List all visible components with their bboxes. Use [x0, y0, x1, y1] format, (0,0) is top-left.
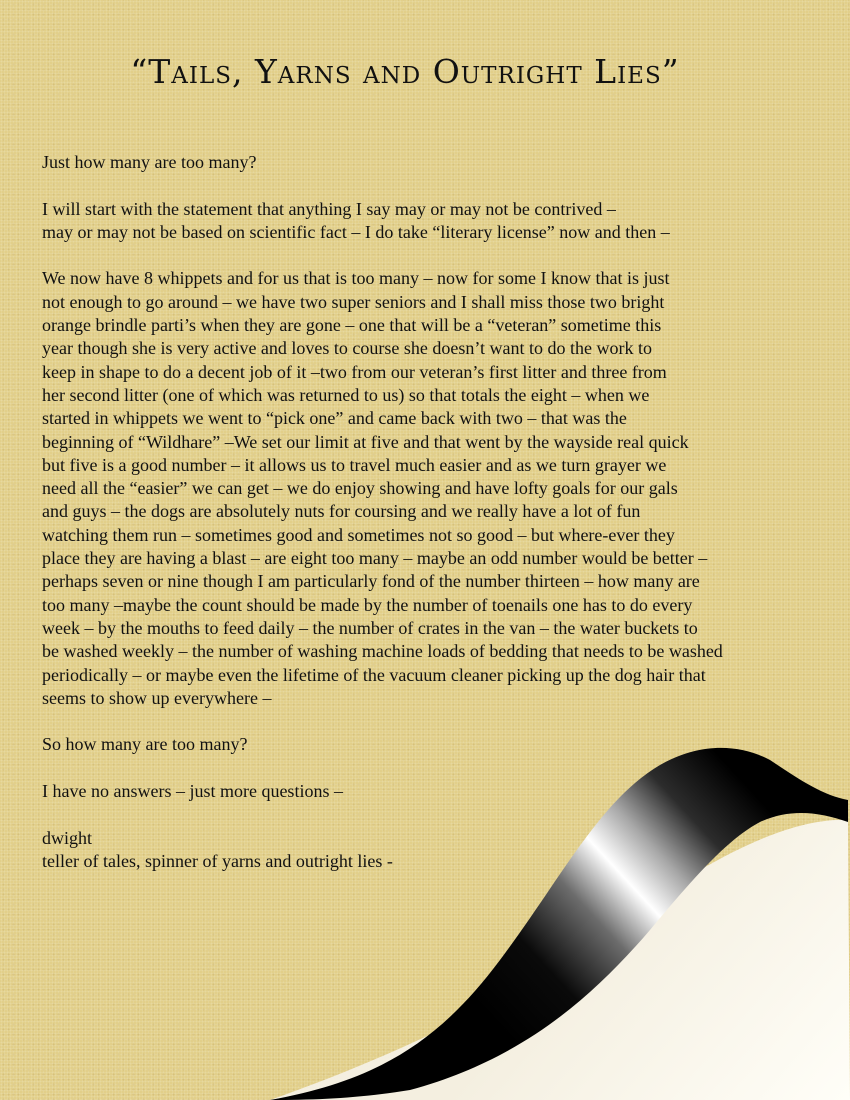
text-line: may or may not be based on scientific fact – I do take “literary license” now and then –: [42, 221, 670, 242]
text-line: place they are having a blast – are eight too many – maybe an odd number would be better –: [42, 548, 708, 569]
text-line: week – by the mouths to feed daily – the number of crates in the van – the water buckets to: [42, 617, 698, 638]
text-line: teller of tales, spinner of yarns and outright lies -: [42, 850, 393, 871]
text-line: and guys – the dogs are absolutely nuts for coursing and we really have a lot of fun: [42, 501, 641, 522]
text-line: So how many are too many?: [42, 734, 248, 755]
text-line: beginning of “Wildhare” –We set our limit at five and that went by the wayside real quick: [42, 431, 689, 452]
text-line: year though she is very active and loves to course she doesn’t want to do the work to: [42, 338, 653, 359]
text-line: We now have 8 whippets and for us that is too many – now for some I know that is just: [42, 268, 670, 289]
text-line: too many –maybe the count should be made by the number of toenails one has to do every: [42, 594, 693, 615]
text-line: seems to show up everywhere –: [42, 687, 272, 708]
text-line: dwight: [42, 827, 93, 848]
text-line: need all the “easier” we can get – we do enjoy showing and have lofty goals for our gals: [42, 478, 678, 499]
text-line: perhaps seven or nine though I am particularly fond of the number thirteen – how many are: [42, 571, 700, 592]
text-line: not enough to go around – we have two super seniors and I shall miss those two bright: [42, 291, 665, 312]
text-line: Just how many are too many?: [42, 152, 257, 172]
text-line: I have no answers – just more questions –: [42, 781, 343, 802]
text-line: her second litter (one of which was returned to us) so that totals the eight – when we: [42, 384, 650, 405]
document-title: “Tails, Yarns and Outright Lies”: [130, 52, 680, 91]
text-line: started in whippets we went to “pick one” and came back with two – that was the: [42, 408, 627, 429]
text-line: be washed weekly – the number of washing machine loads of bedding that needs to be washed: [42, 641, 723, 662]
text-line: periodically – or maybe even the lifetime of the vacuum cleaner picking up the dog hair that: [42, 664, 706, 685]
text-line: but five is a good number – it allows us to travel much easier and as we turn grayer we: [42, 454, 667, 475]
text-line: keep in shape to do a decent job of it –two from our veteran’s first litter and three from: [42, 361, 667, 382]
text-line: I will start with the statement that anything I say may or may not be contrived –: [42, 198, 616, 219]
text-line: watching them run – sometimes good and sometimes not so good – but where-ever they: [42, 524, 675, 545]
text-line: orange brindle parti’s when they are gone – one that will be a “veteran” sometime this: [42, 315, 662, 336]
